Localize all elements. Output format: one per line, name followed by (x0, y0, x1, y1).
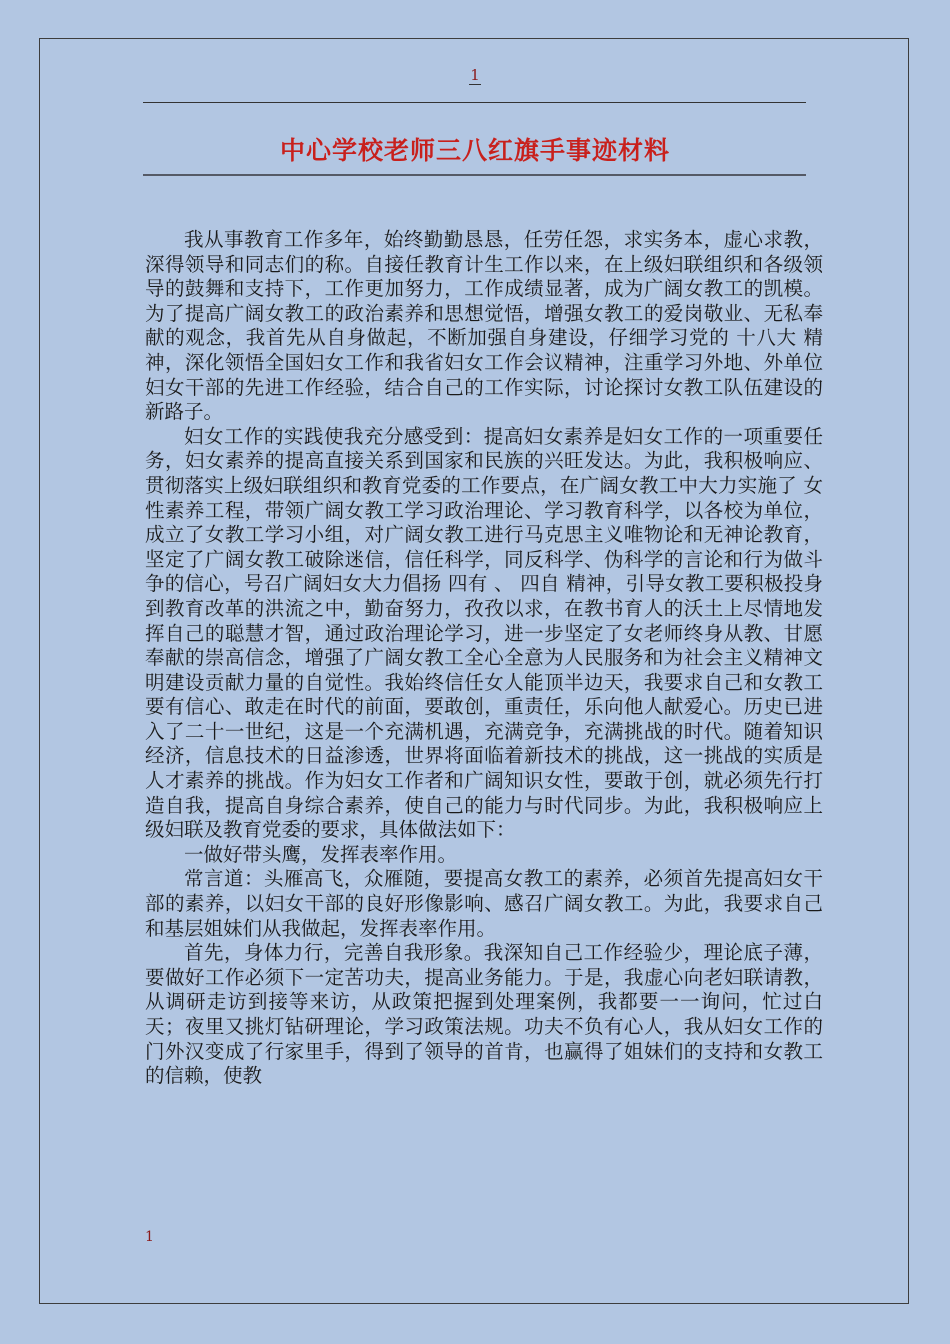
title-divider (143, 174, 806, 176)
header-divider (143, 102, 806, 103)
document-title: 中心学校老师三八红旗手事迹材料 (279, 136, 670, 165)
header-page-number (0, 66, 950, 84)
document-body (145, 228, 823, 1089)
paragraph-3: 一做好带头鹰，发挥表率作用。 (184, 842, 458, 866)
footer-page-number: 1 (145, 1229, 154, 1245)
paragraph-4: 常言道：头雁高飞，众雁随，要提高女教工的素养，必须首先提高妇女干部的素养，以妇女干部的良好形像影响、感召广阔女教工。为此，我要求自己和基层姐妹们从我做起，发挥表率作用。 (145, 867, 823, 940)
paragraph-2: 妇女工作的实践使我充分感受到：提高妇女素养是妇女工作的一项重要任务，妇女素养的提高直接关系到国家和民族的兴旺发达。为此，我积极响应、贯彻落实上级妇联组织和教育党委的工作要点，在广阔女教工中大力实施了 女性素养工程，带领广阔女教工学习政治理论、学习教育科学，以各校为单位，成立了女教工学习小组，对广阔女教工进行马克思主义唯物论和无神论教育，坚定了广阔女教工破除迷信，信任科学，同反科学、伪科学的言论和行为做斗争的信心，号召广阔妇女大力倡扬 四有 、 四自 精神，引导女教工要积极投身到教育改革的洪流之中，勤奋努力，孜孜以求，在教书育人的沃土上尽情地发挥自己的聪慧才智，通过政治理论学习，进一步坚定了女老师终身从教、甘愿奉献的崇高信念，增强了广阔女教工全心全意为人民服务和为社会主义精神文明建设贡献力量的自觉性。我始终信任女人能顶半边天，我要求自己和女教工要有信心、敢走在时代的前面，要敢创，重责任，乐向他人献爱心。历史已进入了二十一世纪，这是一个充满机遇，充满竞争，充满挑战的时代。随着知识经济，信息技术的日益渗透，世界将面临着新技术的挑战，这一挑战的实质是人才素养的挑战。作为妇女工作者和广阔知识女性，要敢于创，就必须先行打造自我，提高自身综合素养，使自己的能力与时代同步。为此，我积极响应上级妇联及教育党委的要求，具体做法如下： (145, 424, 823, 842)
paragraph-5: 首先，身体力行，完善自我形象。我深知自己工作经验少，理论底子薄，要做好工作必须下一定苦功夫，提高业务能力。于是，我虚心向老妇联请教，从调研走访到接等来访，从政策把握到处理案例，我都要一一询问，忙过白天；夜里又挑灯钻研理论，学习政策法规。功夫不负有心人，我从妇女工作的门外汉变成了行家里手，得到了领导的首肯，也赢得了姐妹们的支持和女教工的信赖，使教 (145, 941, 823, 1088)
header-page-number-text: 1 (470, 66, 480, 84)
paragraph-1: 我从事教育工作多年，始终勤勤恳恳，任劳任怨，求实务本，虚心求教，深得领导和同志们的称。自接任教育计生工作以来，在上级妇联组织和各级领导的鼓舞和支持下，工作更加努力，工作成绩显著，成为广阔女教工的凯模。为了提高广阔女教工的政治素养和思想觉悟，增强女教工的爱岗敬业、无私奉献的观念，我首先从自身做起，不断加强自身建设，仔细学习党的 十八大 精神，深化领悟全国妇女工作和我省妇女工作会议精神，注重学习外地、外单位妇女干部的先进工作经验，结合自己的工作实际，讨论探讨女教工队伍建设的新路子。 (145, 228, 823, 424)
